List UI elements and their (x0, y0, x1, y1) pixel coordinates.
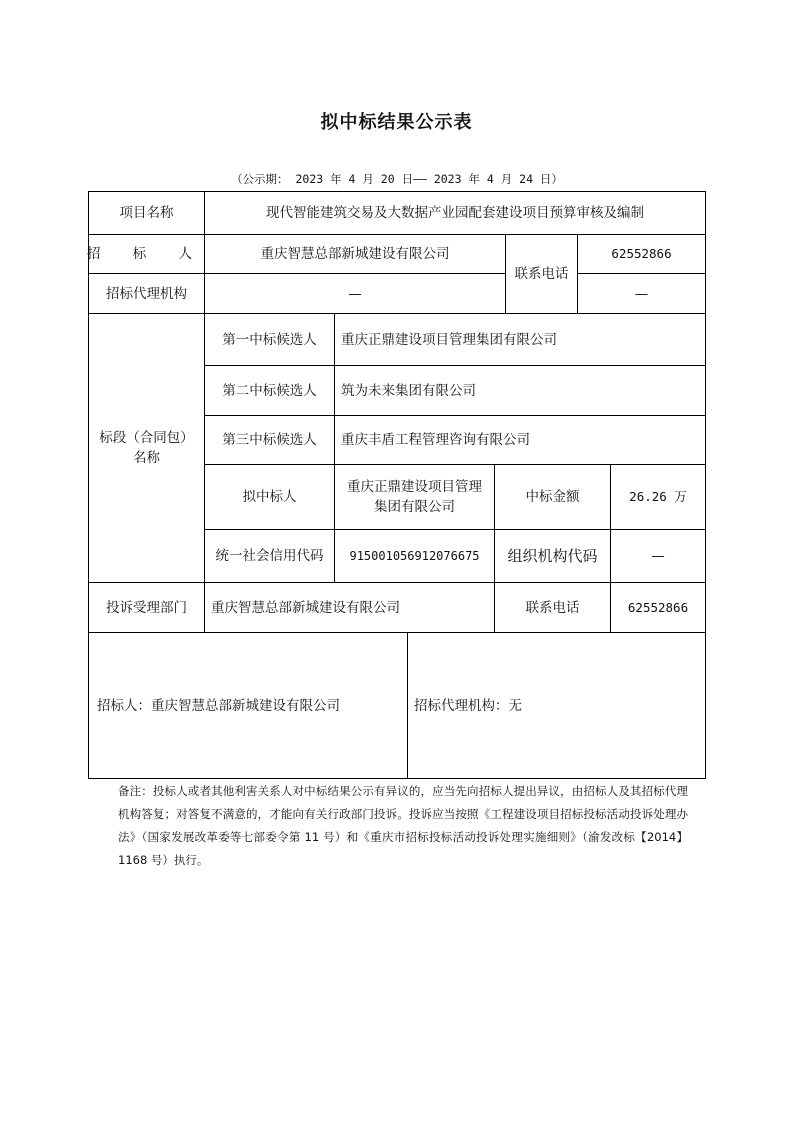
tenderer-label-text: 招 标 人 (86, 246, 207, 262)
tenderer-value: 重庆智慧总部新城建设有限公司 (204, 234, 506, 274)
first-candidate-value: 重庆正鼎建设项目管理集团有限公司 (334, 313, 706, 366)
second-candidate-value: 筑为未来集团有限公司 (334, 365, 706, 416)
agency-phone-value: — (577, 273, 706, 314)
third-candidate-value: 重庆丰盾工程管理咨询有限公司 (334, 415, 706, 465)
tenderer-phone-value: 62552866 (577, 234, 706, 274)
publicity-period: （公示期： 2023 年 4 月 20 日—— 2023 年 4 月 24 日） (231, 172, 563, 186)
bid-amount-value: 26.26 万 (610, 464, 706, 530)
agency-value: — (204, 273, 506, 314)
lot-name-label: 标段（合同包）名称 (88, 313, 205, 583)
agency-label: 招标代理机构 (88, 273, 205, 314)
credit-code-label: 统一社会信用代码 (204, 529, 335, 583)
project-name-value: 现代智能建筑交易及大数据产业园配套建设项目预算审核及编制 (204, 191, 706, 235)
remarks-note: 备注：投标人或者其他利害关系人对中标结果公示有异议的，应当先向招标人提出异议，由招标人及其招标代理机构答复；对答复不满意的，才能向有关行政部门投诉。投诉应当按照《工程建设项目招标投标活动投诉处理办法》（国家发展改革委等七部委令第 11 号）和《重庆市招标投标活动投诉处理实施细则》（渝发改标【2014】1168 号）执行。 (118, 784, 688, 867)
bid-amount-label: 中标金额 (494, 464, 611, 530)
complaint-phone-label: 联系电话 (494, 582, 611, 633)
tenderer-label (88, 234, 205, 274)
complaint-dept-label: 投诉受理部门 (88, 582, 205, 633)
tenderer-signature: 招标人：重庆智慧总部新城建设有限公司 (88, 632, 408, 779)
contact-phone-label: 联系电话 (505, 234, 578, 314)
project-name-label: 项目名称 (88, 191, 205, 235)
org-code-value: — (610, 529, 706, 583)
credit-code-value: 915001056912076675 (334, 529, 495, 583)
complaint-phone-value: 62552866 (610, 582, 706, 633)
page-title: 拟中标结果公示表 (320, 112, 473, 133)
third-candidate-label: 第三中标候选人 (204, 415, 335, 465)
org-code-label: 组织机构代码 (494, 529, 611, 583)
second-candidate-label: 第二中标候选人 (204, 365, 335, 416)
complaint-dept-value: 重庆智慧总部新城建设有限公司 (204, 582, 495, 633)
proposed-winner-label: 拟中标人 (204, 464, 335, 530)
first-candidate-label: 第一中标候选人 (204, 313, 335, 366)
proposed-winner-value: 重庆正鼎建设项目管理集团有限公司 (334, 464, 495, 530)
agency-signature: 招标代理机构：无 (407, 632, 706, 779)
